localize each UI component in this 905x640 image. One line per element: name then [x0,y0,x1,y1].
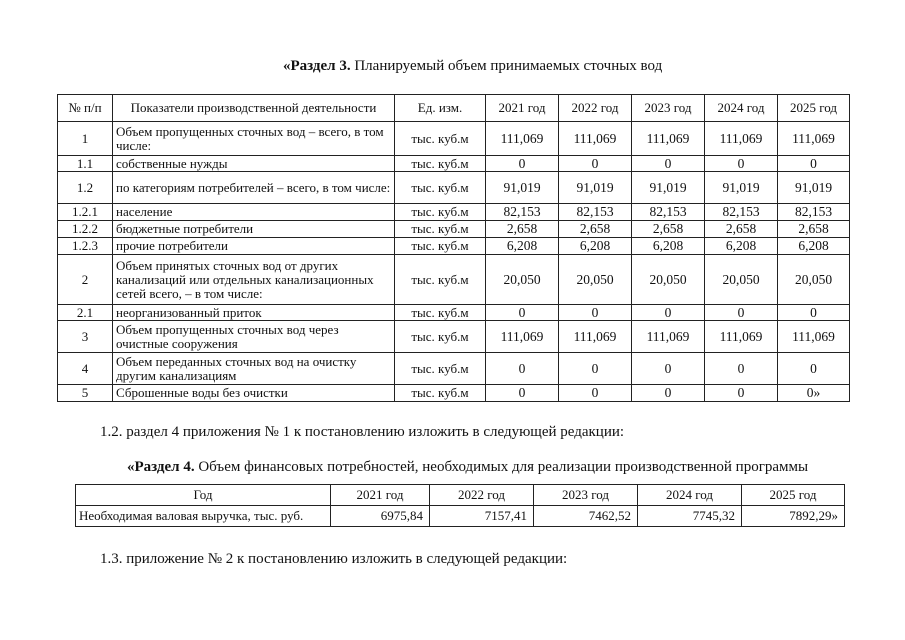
value-cell: 7157,41 [430,506,534,527]
section3-heading [283,58,905,75]
value-cell: 0 [632,385,705,402]
table-row [58,156,850,172]
indicator-name: Объем принятых сточных вод от других канализаций или отдельных канализационных сетей всего, – в том числе: [113,255,395,305]
value-cell: 2,658 [632,221,705,238]
value-cell: 6975,84 [331,506,430,527]
column-header: Показатели производственной деятельности [113,95,395,122]
value-cell: 0 [559,385,632,402]
row-number: 1 [58,122,113,156]
column-header: 2022 год [430,485,534,506]
value-cell: 91,019 [632,172,705,204]
value-cell: 20,050 [778,255,850,305]
value-cell: 91,019 [559,172,632,204]
column-header: 2023 год [632,95,705,122]
value-cell: 111,069 [486,122,559,156]
row-number: 2 [58,255,113,305]
value-cell: 91,019 [705,172,778,204]
table-header-row [58,95,850,122]
value-cell: 82,153 [705,204,778,221]
row-number: 5 [58,385,113,402]
value-cell: 0 [705,353,778,385]
table-row [58,305,850,321]
value-cell: 0 [559,305,632,321]
value-cell: 7745,32 [638,506,742,527]
unit-cell: тыс. куб.м [395,353,486,385]
section4-heading [127,459,905,476]
column-header: № п/п [58,95,113,122]
unit-cell: тыс. куб.м [395,385,486,402]
section3-prefix: «Раздел 3. [283,58,351,74]
column-header: 2021 год [331,485,430,506]
table-row [58,255,850,305]
value-cell: 0 [559,353,632,385]
value-cell: 0 [778,156,850,172]
value-cell: 0 [778,353,850,385]
value-cell: 111,069 [632,122,705,156]
column-header: Ед. изм. [395,95,486,122]
value-cell: 111,069 [632,321,705,353]
column-header: 2025 год [742,485,845,506]
column-header: 2024 год [638,485,742,506]
table-row [58,221,850,238]
value-cell: 20,050 [559,255,632,305]
value-cell: 20,050 [705,255,778,305]
value-cell: 0 [632,353,705,385]
indicator-name: по категориям потребителей – всего, в том числе: [113,172,395,204]
table-row [58,238,850,255]
row-number: 2.1 [58,305,113,321]
value-cell: 20,050 [486,255,559,305]
value-cell: 0» [778,385,850,402]
value-cell: 111,069 [778,122,850,156]
value-cell: 2,658 [778,221,850,238]
indicator-name: неорганизованный приток [113,305,395,321]
value-cell: 20,050 [632,255,705,305]
value-cell: 91,019 [778,172,850,204]
column-header: 2024 год [705,95,778,122]
indicator-name: Объем переданных сточных вод на очистку другим канализациям [113,353,395,385]
row-label: Необходимая валовая выручка, тыс. руб. [76,506,331,527]
value-cell: 0 [486,385,559,402]
value-cell: 0 [559,156,632,172]
value-cell: 7462,52 [534,506,638,527]
column-header: Год [76,485,331,506]
column-header: 2025 год [778,95,850,122]
value-cell: 6,208 [778,238,850,255]
column-header: 2023 год [534,485,638,506]
table-row [58,353,850,385]
unit-cell: тыс. куб.м [395,122,486,156]
value-cell: 82,153 [486,204,559,221]
table-header-row [76,485,845,506]
row-number: 3 [58,321,113,353]
value-cell: 82,153 [778,204,850,221]
section4-title: Объем финансовых потребностей, необходимых для реализации производственной программы [194,459,809,475]
indicator-name: прочие потребители [113,238,395,255]
value-cell: 111,069 [559,122,632,156]
value-cell: 82,153 [632,204,705,221]
row-number: 1.2.2 [58,221,113,238]
section3-title: Планируемый объем принимаемых сточных вод [350,58,663,74]
unit-cell: тыс. куб.м [395,204,486,221]
value-cell: 0 [705,156,778,172]
unit-cell: тыс. куб.м [395,321,486,353]
indicator-name: бюджетные потребители [113,221,395,238]
value-cell: 0 [778,305,850,321]
indicator-name: Объем пропущенных сточных вод – всего, в том числе: [113,122,395,156]
value-cell: 2,658 [705,221,778,238]
value-cell: 0 [632,156,705,172]
indicator-name: Объем пропущенных сточных вод через очистные сооружения [113,321,395,353]
value-cell: 111,069 [486,321,559,353]
unit-cell: тыс. куб.м [395,172,486,204]
row-number: 4 [58,353,113,385]
value-cell: 6,208 [705,238,778,255]
value-cell: 0 [486,353,559,385]
indicator-name: собственные нужды [113,156,395,172]
table-row [58,204,850,221]
unit-cell: тыс. куб.м [395,255,486,305]
section4-table [75,484,845,527]
section4-prefix: «Раздел 4. [127,459,195,475]
table-row [58,321,850,353]
indicator-name: население [113,204,395,221]
value-cell: 2,658 [486,221,559,238]
row-number: 1.2.1 [58,204,113,221]
table-row [58,172,850,204]
column-header: 2022 год [559,95,632,122]
value-cell: 2,658 [559,221,632,238]
paragraph-1-2: 1.2. раздел 4 приложения № 1 к постановлению изложить в следующей редакции: [100,424,625,440]
value-cell: 0 [705,385,778,402]
table-row [58,385,850,402]
unit-cell: тыс. куб.м [395,221,486,238]
value-cell: 111,069 [705,321,778,353]
value-cell: 111,069 [705,122,778,156]
value-cell: 0 [486,156,559,172]
table-row [58,122,850,156]
row-number: 1.1 [58,156,113,172]
value-cell: 82,153 [559,204,632,221]
indicator-name: Сброшенные воды без очистки [113,385,395,402]
row-number: 1.2.3 [58,238,113,255]
value-cell: 6,208 [559,238,632,255]
value-cell: 0 [705,305,778,321]
value-cell: 6,208 [486,238,559,255]
row-number: 1.2 [58,172,113,204]
value-cell: 7892,29» [742,506,845,527]
paragraph-1-3: 1.3. приложение № 2 к постановлению изложить в следующей редакции: [100,551,568,567]
value-cell: 111,069 [559,321,632,353]
unit-cell: тыс. куб.м [395,305,486,321]
value-cell: 0 [632,305,705,321]
section3-table [57,94,850,402]
table-row [76,506,845,527]
value-cell: 0 [486,305,559,321]
value-cell: 91,019 [486,172,559,204]
column-header: 2021 год [486,95,559,122]
unit-cell: тыс. куб.м [395,156,486,172]
value-cell: 6,208 [632,238,705,255]
value-cell: 111,069 [778,321,850,353]
unit-cell: тыс. куб.м [395,238,486,255]
